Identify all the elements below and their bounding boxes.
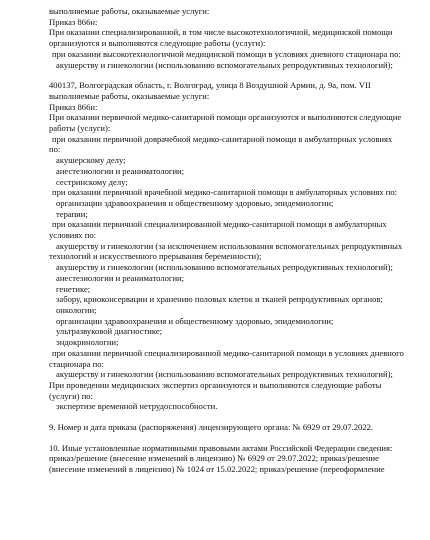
paragraph-gap bbox=[49, 412, 416, 422]
text-line: технологий и искусственного прерывания беременности); bbox=[49, 251, 262, 262]
text-line: эндокринологии; bbox=[56, 337, 119, 348]
text-line: выполняемые работы, оказываемые услуги: bbox=[49, 90, 210, 101]
text-block bbox=[49, 6, 416, 70]
text-line: организации здравоохранения и общественному здоровью, эпидемиологии; bbox=[56, 197, 334, 208]
text-line: акушерству и гинекологии (использованию вспомогательных репродуктивных технологий); bbox=[56, 59, 393, 70]
text-line: при оказании первичной специализированной медико-санитарной помощи в амбулаторных bbox=[52, 219, 387, 230]
text-line: при оказании первичной специализированной медико-санитарной помощи в условиях дневного bbox=[52, 347, 404, 358]
text-line: анестезиологии и реаниматологии; bbox=[56, 272, 185, 283]
text-block bbox=[49, 422, 416, 433]
text-line: При оказании первичной медико-санитарной помощи организуются и выполняются следующие bbox=[49, 112, 402, 123]
text-line: Приказ 866н: bbox=[49, 16, 98, 27]
text-line: выполняемые работы, оказываемые услуги: bbox=[49, 6, 210, 16]
text-line: при оказании первичной врачебной медико-санитарной помощи в амбулаторных условиях по: bbox=[52, 187, 398, 198]
text-line: генетике; bbox=[56, 283, 91, 294]
text-line: При оказании специализированной, в том числе высокотехнологичной, медицинской помощи bbox=[49, 27, 393, 38]
text-line: забору, криоконсервации и хранению половых клеток и тканей репродуктивных органов; bbox=[56, 294, 383, 305]
text-line: 400137, Волгоградская область, г. Волгоград, улица 8 Воздушной Армии, д. 9а, пом. VII bbox=[49, 80, 371, 91]
text-line: при оказании высокотехнологичной медицинской помощи в условиях дневного стационара по: bbox=[52, 48, 401, 59]
text-line: акушерству и гинекологии (за исключением использования вспомогательных репродуктивных bbox=[56, 240, 403, 251]
text-line: организуются и выполняются следующие работы (услуги): bbox=[49, 38, 266, 49]
text-line: акушерству и гинекологии (использованию вспомогательных репродуктивных технологий); bbox=[56, 262, 393, 273]
text-line: приказ/решение (внесение изменений в лицензию) № 6929 от 29.07.2022; приказ/решение bbox=[49, 453, 379, 464]
text-line: При проведении медицинских экспертиз организуются и выполняются следующие работы bbox=[49, 379, 382, 390]
text-line: ультразвуковой диагностике; bbox=[56, 326, 163, 337]
text-line: 9. Номер и дата приказа (распоряжения) лицензирующего органа: № 6929 от 29.07.2022. bbox=[49, 422, 374, 433]
text-line: Приказ 866н: bbox=[49, 101, 98, 112]
paragraph-gap bbox=[49, 70, 416, 80]
text-line: онкологии; bbox=[56, 304, 97, 315]
text-line: (услуги) по: bbox=[49, 390, 93, 401]
text-line: акушерству и гинекологии (использованию вспомогательных репродуктивных технологий); bbox=[56, 369, 393, 380]
text-line: акушерскому делу; bbox=[56, 155, 126, 166]
text-block bbox=[49, 443, 416, 475]
text-line: организации здравоохранения и общественному здоровью, эпидемиологии; bbox=[56, 315, 334, 326]
text-line: терапии; bbox=[56, 208, 88, 219]
text-line: анестезиологии и реаниматологии; bbox=[56, 165, 185, 176]
text-line: работы (услуги): bbox=[49, 123, 111, 134]
text-line: условиях по: bbox=[49, 230, 97, 241]
text-line: по: bbox=[49, 144, 61, 155]
text-line: 10. Иные установленные нормативными правовыми актами Российской Федерации сведения: bbox=[49, 442, 393, 453]
text-line: стационара по: bbox=[49, 358, 104, 369]
paragraph-gap bbox=[49, 433, 416, 443]
text-block bbox=[49, 80, 416, 412]
text-line: при оказании первичной доврачебной медико-санитарной помощи в амбулаторных условиях bbox=[52, 133, 393, 144]
text-line: сестринскому делу; bbox=[56, 176, 128, 187]
text-line: (внесение изменений в лицензию) № 1024 от 15.02.2022; приказ/решение (переоформление bbox=[49, 464, 385, 475]
text-line: экспертизе временной нетрудоспособности. bbox=[56, 401, 218, 412]
